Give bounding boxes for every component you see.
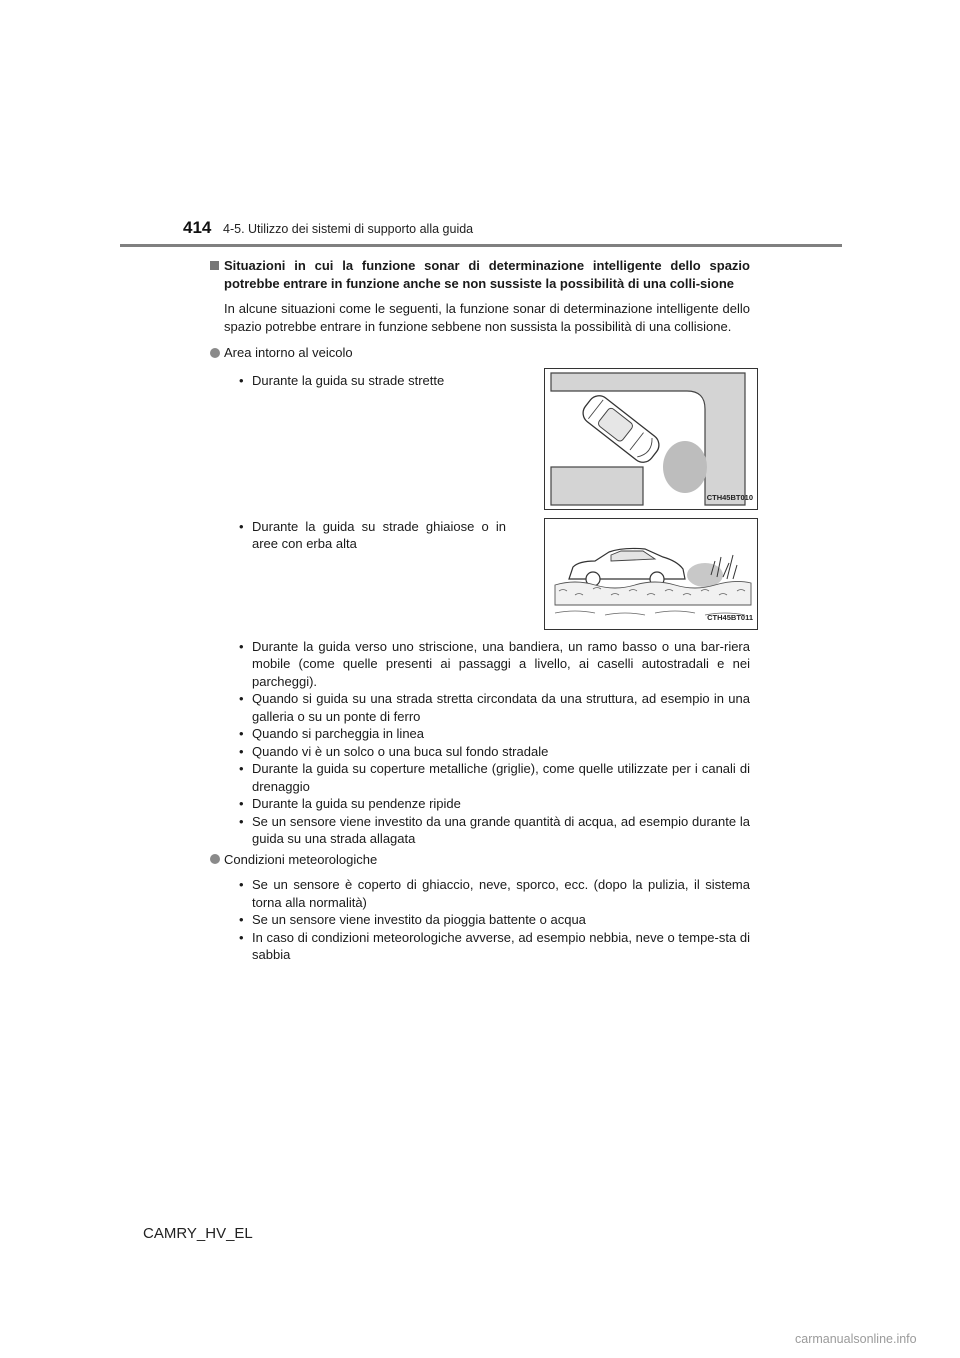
figure-gravel-grass bbox=[544, 518, 758, 630]
list-item: • Se un sensore è coperto di ghiaccio, neve, sporco, ecc. (dopo la pulizia, il sistema torna alla normalità) bbox=[239, 877, 750, 910]
list-item: • Se un sensore viene investito da una grande quantità di acqua, ad esempio durante la guida su una strada allagata bbox=[239, 813, 750, 846]
figure-row-gravel bbox=[210, 518, 753, 630]
vehicle-area-list bbox=[210, 638, 750, 848]
page-number: 414 bbox=[183, 218, 212, 237]
list-item: • Quando si guida su una strada stretta circondata da una struttura, ad esempio in una galleria o su un ponte di ferro bbox=[239, 691, 750, 724]
figure-narrow-road bbox=[544, 368, 758, 510]
list-item: • Durante la guida su pendenze ripide bbox=[239, 796, 461, 811]
main-content bbox=[210, 257, 753, 964]
figure-code: CTH45BT010 bbox=[706, 493, 753, 502]
group-title-text: Area intorno al veicolo bbox=[224, 345, 353, 360]
list-item: • Durante la guida verso uno striscione, una bandiera, un ramo basso o una bar-riera mobile (come quelle presenti ai passaggi a livello, ai caselli autostradali e nei parcheggi). bbox=[239, 638, 750, 689]
section-heading bbox=[210, 257, 750, 292]
group-vehicle-area-title bbox=[210, 344, 750, 362]
list-item: • Quando si parcheggia in linea bbox=[239, 726, 425, 741]
chapter-title: 4-5. Utilizzo dei sistemi di supporto alla guida bbox=[223, 222, 474, 236]
list-item: • Durante la guida su strade ghiaiose o in aree con erba alta bbox=[239, 518, 506, 551]
watermark-text: carmanualsonline.info bbox=[795, 1332, 917, 1346]
list-item: • In caso di condizioni meteorologiche avverse, ad esempio nebbia, neve o tempe-sta di sabbia bbox=[239, 929, 750, 962]
figure-row-narrow bbox=[210, 368, 753, 510]
group-title-text: Condizioni meteorologiche bbox=[224, 851, 378, 867]
weather-list bbox=[210, 876, 750, 964]
page-header bbox=[0, 0, 960, 250]
circle-bullet-icon bbox=[210, 348, 220, 358]
narrow-road-illustration bbox=[545, 369, 757, 509]
square-bullet-icon bbox=[210, 261, 219, 270]
header-divider bbox=[120, 244, 842, 247]
section-heading-text: Situazioni in cui la funzione sonar di determinazione intelligente dello spazio potrebbe entrare in funzione anche se non sussiste la possibilità di una colli-sione bbox=[224, 258, 750, 291]
intro-paragraph: In alcune situazioni come le seguenti, la funzione sonar di determinazione intelligente dello spazio potrebbe entrare in funzione sebbene non sussista la possibilità di una collisione. bbox=[224, 301, 750, 334]
circle-bullet-icon bbox=[210, 854, 220, 864]
list-item: • Quando vi è un solco o una buca sul fondo stradale bbox=[239, 743, 549, 759]
list-item: • Durante la guida su coperture metalliche (griglie), come quelle utilizzate per i canali di drenaggio bbox=[239, 761, 750, 794]
figure-code: CTH45BT011 bbox=[707, 613, 753, 622]
list-item: • Se un sensore viene investito da pioggia battente o acqua bbox=[239, 912, 586, 927]
list-item: • Durante la guida su strade strette bbox=[239, 372, 445, 388]
group-weather-title bbox=[210, 851, 750, 869]
model-code: CAMRY_HV_EL bbox=[143, 1225, 253, 1242]
